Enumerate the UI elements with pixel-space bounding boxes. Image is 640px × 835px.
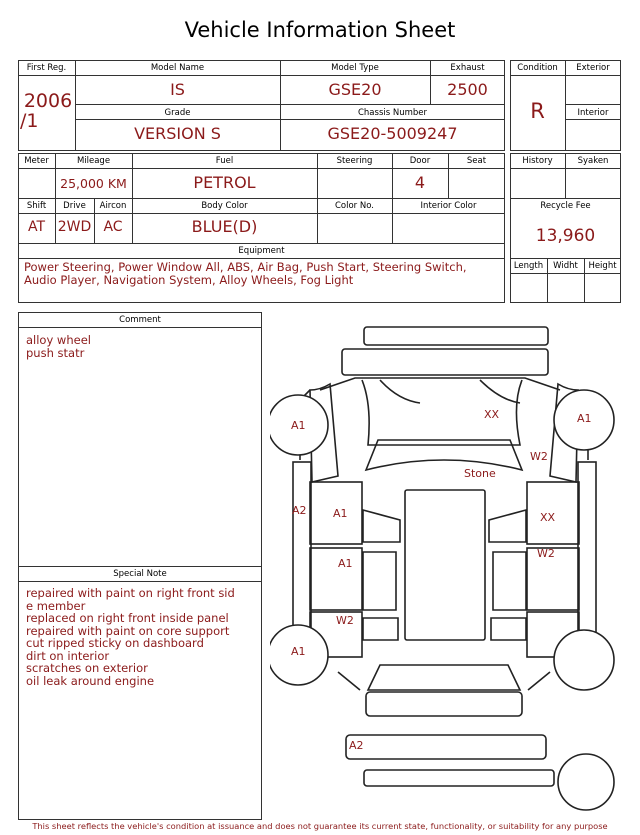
fuel-value: PETROL (193, 173, 256, 192)
damage-mark: A2 (349, 739, 364, 752)
grade-value: VERSION S (134, 124, 221, 143)
height-label: Height (588, 261, 617, 271)
drive-value: 2WD (57, 219, 92, 235)
exhaust-label: Exhaust (450, 63, 485, 73)
damage-mark: W2 (537, 547, 555, 560)
equipment-label: Equipment (238, 246, 285, 256)
length-label: Length (513, 261, 544, 271)
damage-mark: W2 (530, 450, 548, 463)
exhaust-value: 2500 (447, 80, 488, 99)
model-type-label: Model Type (331, 63, 379, 73)
special-note-line-4: repaired with paint on core support (26, 624, 230, 638)
interior-color-label: Interior Color (420, 201, 477, 211)
fuel-label: Fuel (215, 156, 234, 166)
first-reg-year: 2006 (23, 90, 73, 112)
special-note-line-3: replaced on right front inside panel (26, 611, 229, 625)
mileage-label: Mileage (76, 156, 111, 166)
special-note-line-7: scratches on exterior (26, 661, 148, 675)
first-reg-month: /1 (20, 110, 39, 132)
equipment-value: Power Steering, Power Window All, ABS, Air Bag, Push Start, Steering Switch, Audio Player, Navigation System, Alloy Wheels, Fog Light (24, 260, 467, 287)
condition-label: Condition (517, 63, 558, 73)
damage-mark: Stone (464, 467, 496, 480)
syaken-label: Syaken (577, 156, 609, 166)
damage-mark: A2 (292, 504, 307, 517)
shift-value: AT (27, 219, 46, 235)
comment-line-1: alloy wheel (26, 333, 91, 347)
aircon-label: Aircon (99, 201, 127, 211)
color-no-label: Color No. (334, 201, 374, 211)
special-note-line-8: oil leak around engine (26, 674, 155, 688)
body-color-label: Body Color (201, 201, 248, 211)
special-note-line-2: e member (26, 599, 86, 613)
disclaimer-footer: This sheet reflects the vehicle's condition at issuance and does not guarantee its current state, functionality, or suitability for any purpose (32, 821, 608, 831)
first-reg-label: First Reg. (26, 63, 67, 73)
width-label: Widht (553, 261, 578, 271)
damage-mark: A1 (333, 507, 348, 520)
recycle-fee-label: Recycle Fee (540, 201, 591, 211)
drive-label: Drive (63, 201, 86, 211)
damage-mark: A1 (338, 557, 353, 570)
car-damage-diagram (270, 320, 632, 820)
model-name-value: IS (170, 80, 185, 99)
shift-label: Shift (26, 201, 47, 211)
special-note-line-6: dirt on interior (26, 649, 110, 663)
damage-mark: W2 (336, 614, 354, 627)
history-label: History (522, 156, 553, 166)
model-name-label: Model Name (150, 63, 205, 73)
body-color-value: BLUE(D) (191, 217, 258, 236)
steering-label: Steering (336, 156, 373, 166)
damage-mark: A1 (291, 645, 306, 658)
special-note-line-1: repaired with paint on right front sid (26, 586, 235, 600)
damage-mark: XX (484, 408, 500, 421)
special-note-line-5: cut ripped sticky on dashboard (26, 636, 204, 650)
model-type-value: GSE20 (328, 80, 382, 99)
door-label: Door (409, 156, 431, 166)
recycle-fee-value: 13,960 (535, 226, 596, 246)
special-note-label: Special Note (113, 569, 167, 579)
damage-mark: A1 (577, 412, 592, 425)
condition-value: R (530, 99, 545, 123)
aircon-value: AC (103, 219, 123, 235)
damage-mark: XX (540, 511, 556, 524)
exterior-label: Exterior (576, 63, 610, 73)
meter-label: Meter (24, 156, 49, 166)
sheet-title: Vehicle Information Sheet (184, 18, 456, 42)
damage-mark: A1 (291, 419, 306, 432)
seat-label: Seat (466, 156, 487, 166)
comment-line-2: push statr (26, 346, 85, 360)
chassis-value: GSE20-5009247 (327, 124, 458, 143)
chassis-label: Chassis Number (357, 108, 428, 118)
comment-label: Comment (119, 315, 161, 325)
mileage-value: 25,000 KM (60, 176, 127, 191)
grade-label: Grade (164, 108, 191, 118)
door-value: 4 (414, 173, 426, 192)
interior-label: Interior (577, 108, 609, 118)
